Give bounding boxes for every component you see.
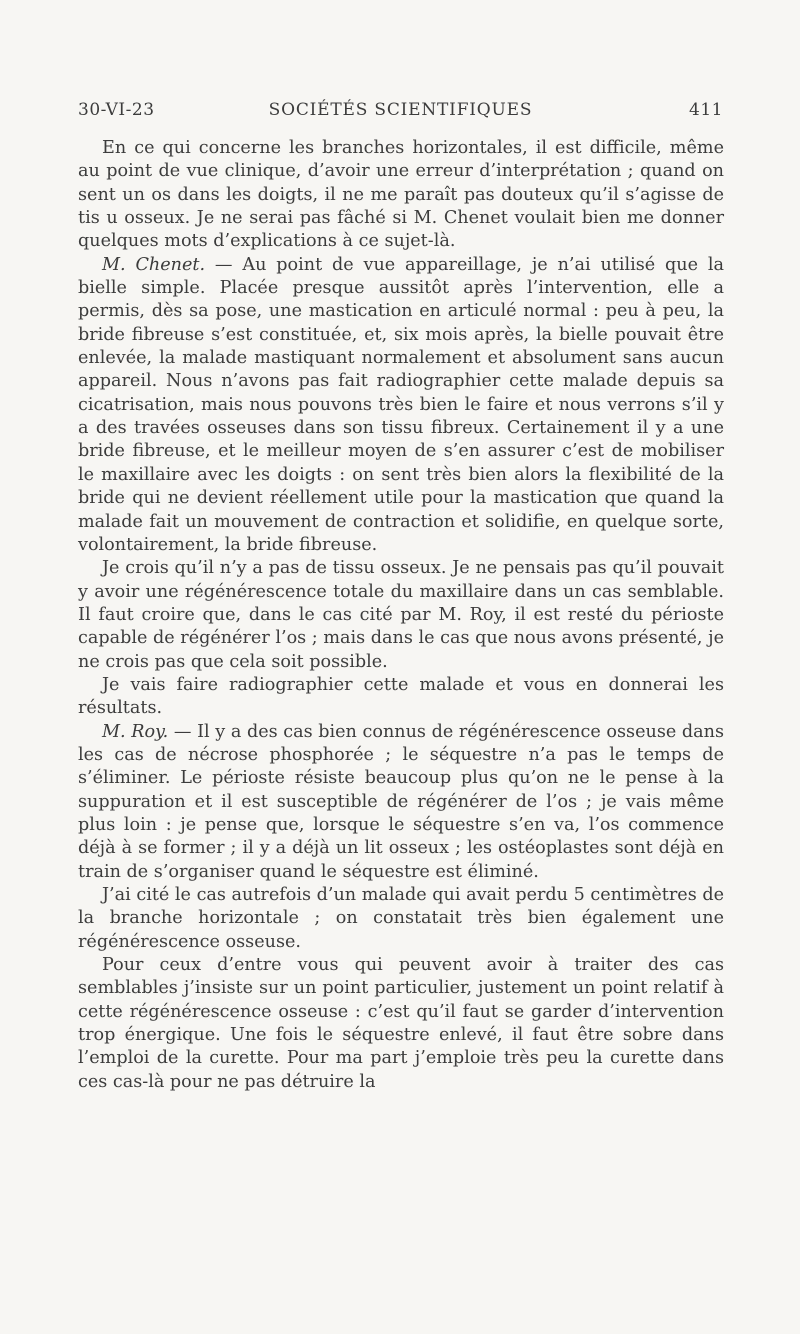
paragraph bbox=[78, 137, 724, 254]
header-date: 30-VI-23 bbox=[78, 100, 155, 120]
running-head bbox=[78, 100, 723, 128]
header-page-number: 411 bbox=[689, 100, 723, 120]
paragraph-text: En ce qui concerne les branches horizontales, il est difficile, même au point de vue clinique, d’avoir une erreur d’interprétation ; quand on sent un os dans les doigts, il ne me paraît pas douteux qu’il s’agisse de tis u osseux. Je ne serai pas fâché si M. Chenet voulait bien me donner quelques mots d’explications à ce sujet-là. bbox=[78, 138, 724, 252]
speaker-name: M. Chenet. bbox=[102, 254, 206, 275]
paragraph-text: Pour ceux d’entre vous qui peuvent avoir à traiter des cas semblables j’insiste sur un point particulier, justement un point relatif à cette régénérescence osseuse : c’est qu’il faut se garder d’intervention trop énergique. Une fois le séquestre enlevé, il faut être sobre dans l’emploi de la curette. Pour ma part j’emploie très peu la curette dans ces cas-là pour ne pas détruire la bbox=[78, 955, 724, 1092]
paragraph bbox=[78, 557, 724, 674]
paragraph-text: Je crois qu’il n’y a pas de tissu osseux. Je ne pensais pas qu’il pouvait y avoir une régénérescence totale du maxillaire dans un cas semblable. Il faut croire que, dans le cas cité par M. Roy, il est resté du périoste capable de régénérer l’os ; mais dans le cas que nous avons présenté, je ne crois pas que cela soit possible. bbox=[78, 558, 724, 672]
speaker-name: M. Roy. bbox=[102, 721, 169, 742]
paragraph bbox=[78, 884, 724, 954]
paragraph bbox=[78, 674, 724, 721]
paragraph-text: J’ai cité le cas autrefois d’un malade qui avait perdu 5 centimètres de la branche horizontale ; on constatait très bien également une régénérescence osseuse. bbox=[78, 885, 724, 952]
paragraph-text: — Au point de vue appareillage, je n’ai utilisé que la bielle simple. Placée presque aussitôt après l’intervention, elle a permis, dès sa pose, une mastication en articulé normal : peu à peu, la bride fibreuse s’est constituée, et, six mois après, la bielle pouvait être enlevée, la malade mastiquant normalement et absolument sans aucun appareil. Nous n’avons pas fait radiographier cette malade depuis sa cicatrisation, mais nous pouvons très bien le faire et nous verrons s’il y a des travées osseuses dans son tissu fibreux. Certainement il y a une bride fibreuse, et le meilleur moyen de s’en assurer c’est de mobiliser le maxillaire avec les doigts : on sent très bien alors la flexibilité de la bride qui ne devient réellement utile pour la mastication que quand la malade fait un mouvement de contraction et solidifie, en quelque sorte, volontairement, la bride fibreuse. bbox=[78, 254, 725, 555]
body-text bbox=[78, 137, 724, 1094]
paragraph bbox=[78, 721, 724, 884]
paragraph bbox=[78, 954, 724, 1094]
paragraph-text: — Il y a des cas bien connus de régénérescence osseuse dans les cas de nécrose phosphorée ; le séquestre n’a pas le temps de s’éliminer. Le périoste résiste beaucoup plus qu’on ne le pense à la suppuration et il est susceptible de régénérer de l’os ; je vais même plus loin : je pense que, lorsque le séquestre s’en va, l’os commence déjà à se former ; il y a déjà un lit osseux ; les ostéoplastes sont déjà en train de s’organiser quand le séquestre est éliminé. bbox=[78, 721, 724, 882]
paragraph-text: Je vais faire radiographier cette malade et vous en donnerai les résultats. bbox=[78, 674, 724, 719]
paragraph bbox=[78, 254, 724, 557]
header-section-title: SOCIÉTÉS SCIENTIFIQUES bbox=[268, 100, 533, 120]
